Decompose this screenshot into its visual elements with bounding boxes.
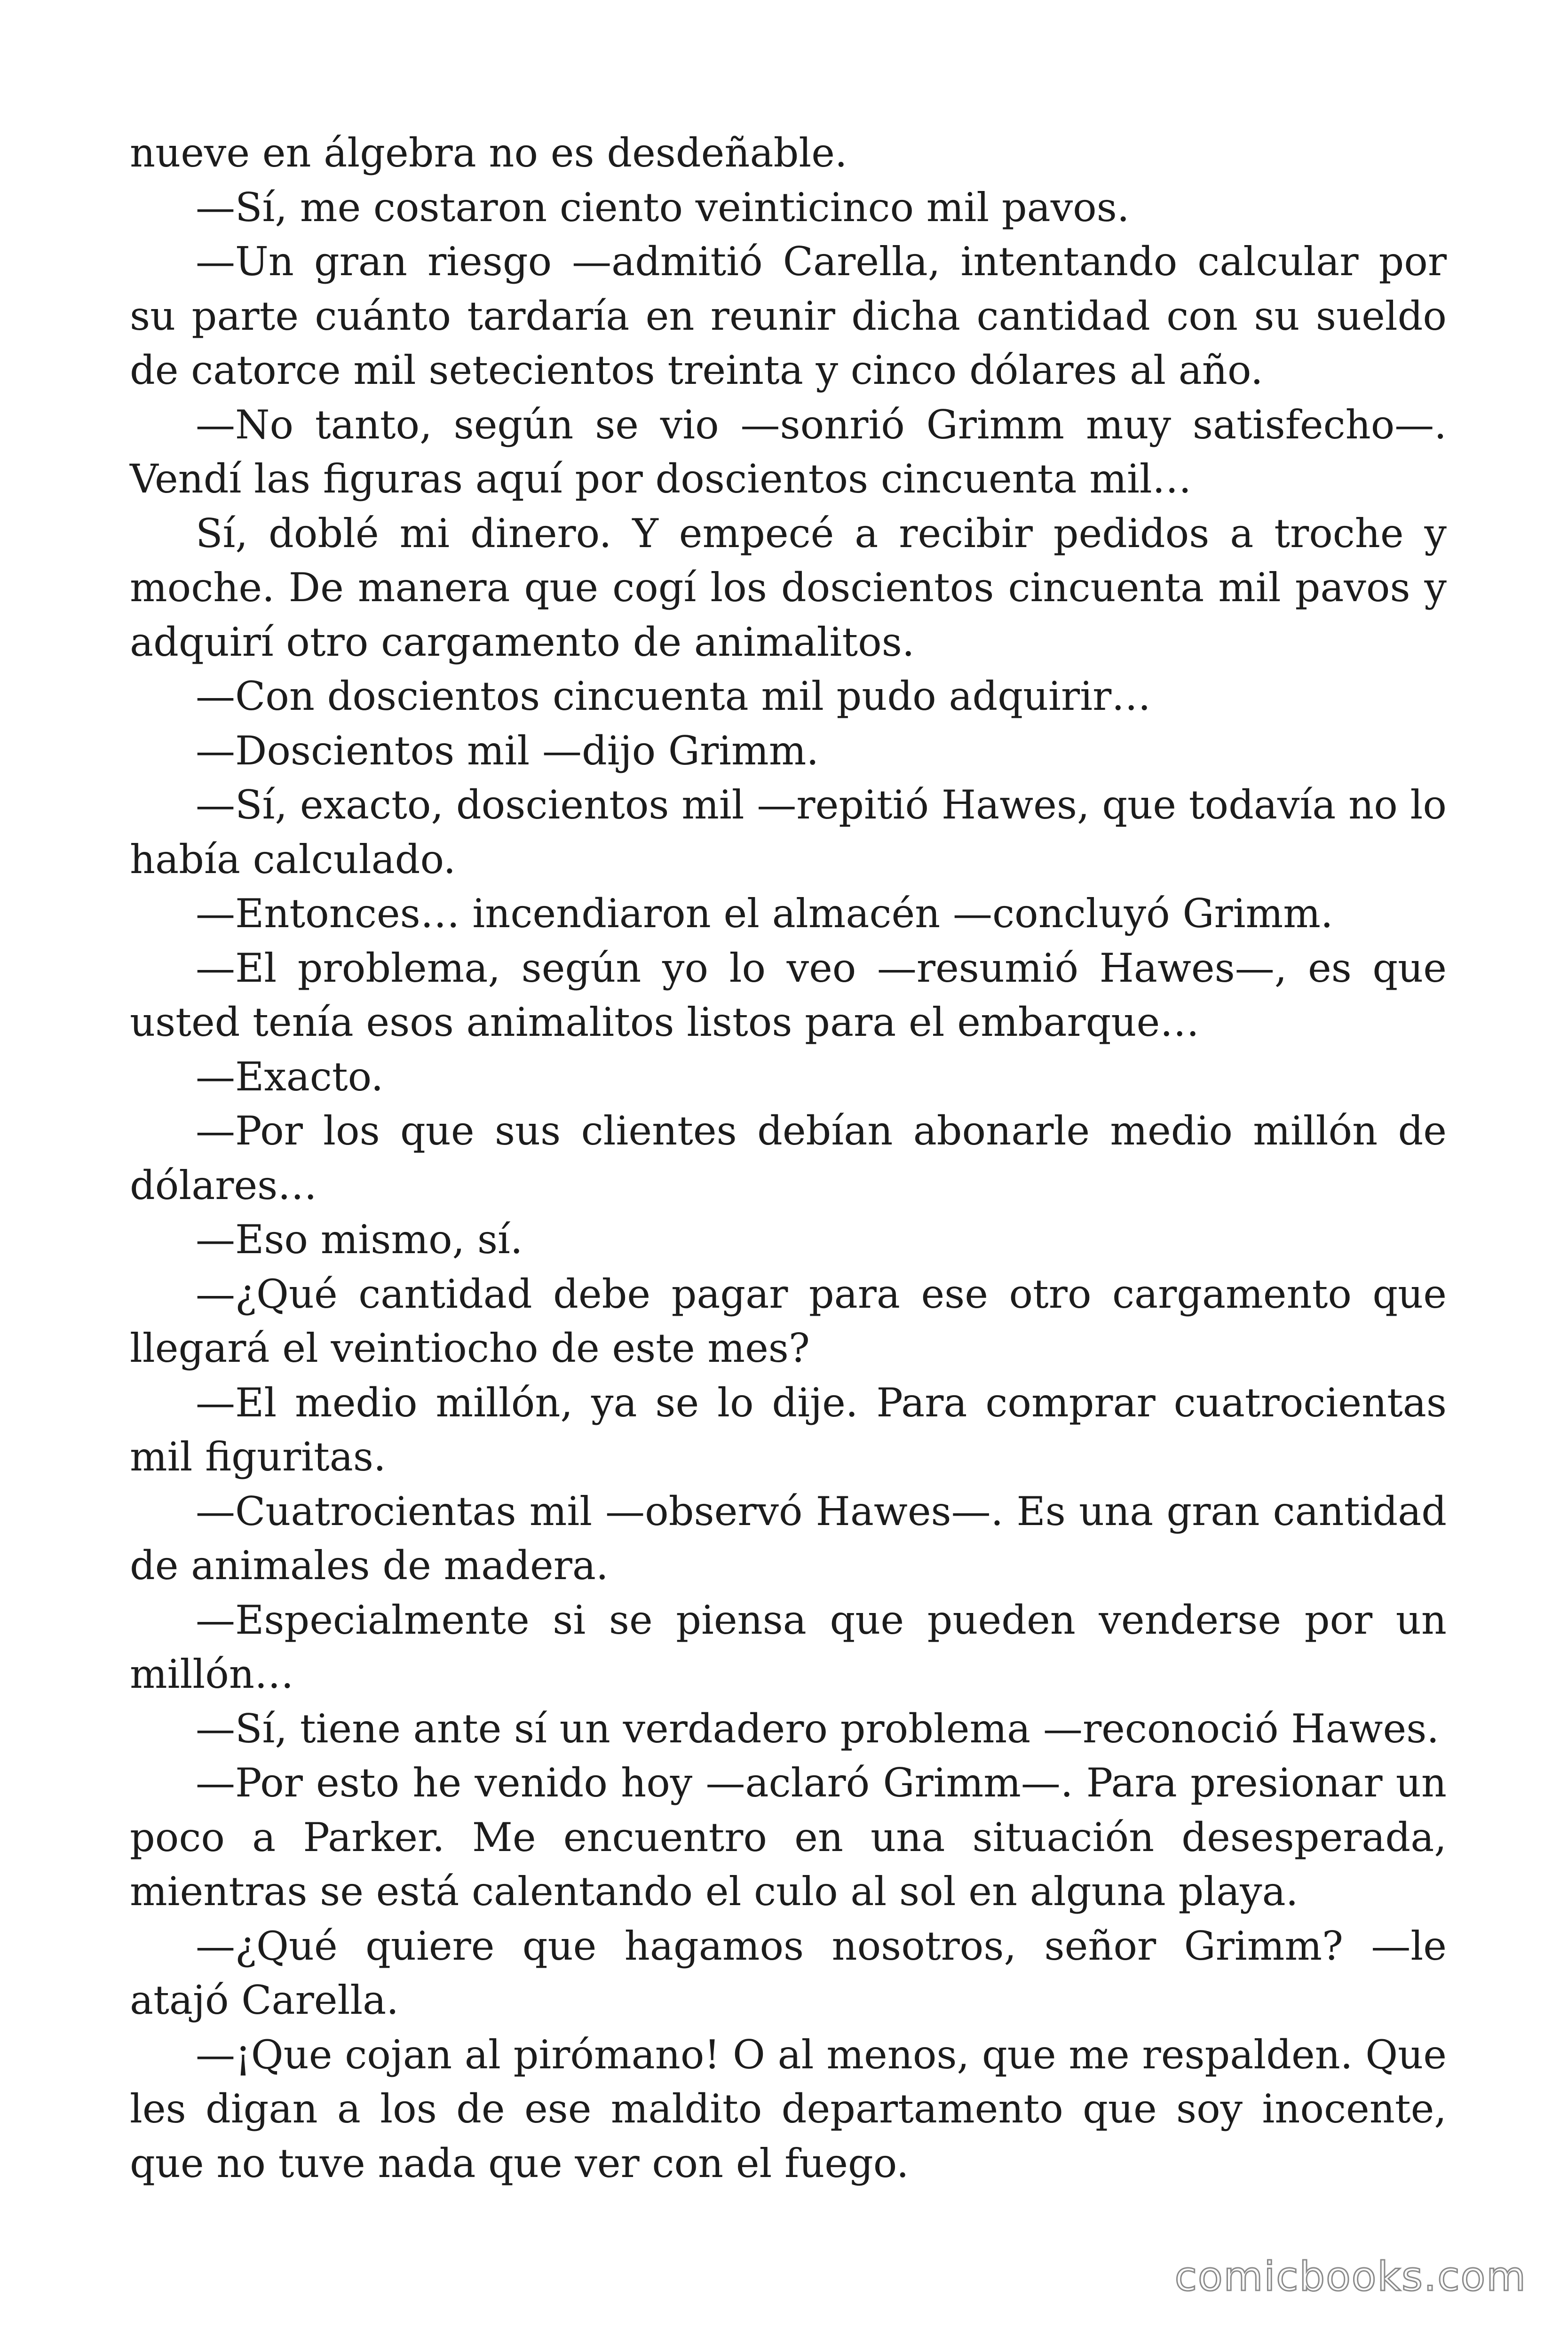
paragraph: —Exacto. <box>196 1053 384 1100</box>
watermark: comicbooks.com <box>1174 2253 1527 2300</box>
paragraph: —¡Que cojan al pirómano! O al menos, que me respalden. Que les digan a los de ese maldito departamento que soy inocente, que no tuve nada que ver con el fuego. <box>130 2031 1447 2186</box>
paragraph: —Con doscientos cincuenta mil pudo adquirir… <box>196 673 1151 719</box>
paragraph: —El problema, según yo lo veo —resumió Hawes—, es que usted tenía esos animalitos listos para el embarque… <box>130 945 1447 1045</box>
paragraph: —Sí, tiene ante sí un verdadero problema —reconoció Hawes. <box>196 1705 1440 1752</box>
paragraph: —Por esto he venido hoy —aclaró Grimm—. Para presionar un poco a Parker. Me encuentro en una situación desesperada, mientras se está calentando el culo al sol en alguna playa. <box>130 1760 1447 1915</box>
paragraph: —Un gran riesgo —admitió Carella, intentando calcular por su parte cuánto tardaría en reunir dicha cantidad con su sueldo de catorce mil setecientos treinta y cinco dólares al año. <box>130 238 1447 393</box>
paragraph: —¿Qué cantidad debe pagar para ese otro cargamento que llegará el veintiocho de este mes? <box>130 1271 1447 1371</box>
paragraph: —Doscientos mil —dijo Grimm. <box>196 727 819 774</box>
paragraph: —Eso mismo, sí. <box>196 1216 523 1263</box>
paragraph: nueve en álgebra no es desdeñable. <box>130 130 847 176</box>
paragraph: —¿Qué quiere que hagamos nosotros, señor Grimm? —le atajó Carella. <box>130 1923 1447 2023</box>
paragraph: —Cuatrocientas mil —observó Hawes—. Es una gran cantidad de animales de madera. <box>130 1488 1447 1589</box>
page-body <box>130 126 1447 2191</box>
paragraph: —Entonces… incendiaron el almacén —concluyó Grimm. <box>196 890 1333 937</box>
paragraph: —Especialmente si se piensa que pueden venderse por un millón… <box>130 1597 1447 1697</box>
paragraph: Sí, doblé mi dinero. Y empecé a recibir pedidos a troche y moche. De manera que cogí los doscientos cincuenta mil pavos y adquirí otro cargamento de animalitos. <box>130 510 1447 665</box>
paragraph: —El medio millón, ya se lo dije. Para comprar cuatrocientas mil figuritas. <box>130 1379 1447 1480</box>
paragraph: —Por los que sus clientes debían abonarle medio millón de dólares… <box>130 1108 1447 1208</box>
paragraph: —Sí, exacto, doscientos mil —repitió Hawes, que todavía no lo había calculado. <box>130 782 1447 882</box>
paragraph: —No tanto, según se vio —sonrió Grimm muy satisfecho—. Vendí las figuras aquí por doscientos cincuenta mil… <box>130 401 1447 502</box>
paragraph: —Sí, me costaron ciento veinticinco mil pavos. <box>196 184 1130 230</box>
